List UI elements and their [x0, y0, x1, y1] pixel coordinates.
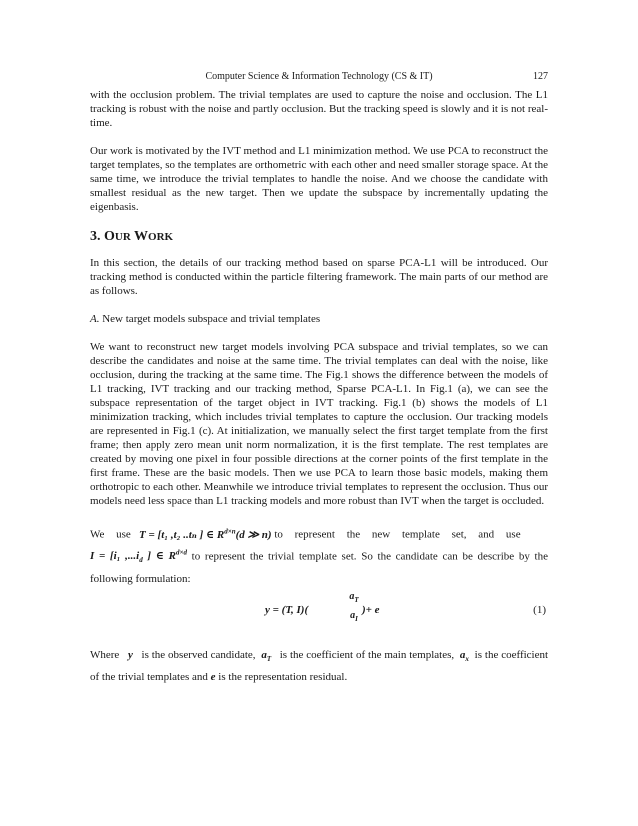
equation-vector: $a_T$ $a_I$ [349, 590, 359, 623]
paragraph-3: In this section, the details of our tracking method based on sparse PCA-L1 will be introduced. Our tracking method is conducted within the particle filtering framework. The main parts of our method are as follows. [90, 257, 548, 297]
paragraph-6: Where y is the observed candidate, $a_T$ is the coefficient of the main templates, $a_x$ is the coefficient of the trivial templates and e is the representation residual. [90, 648, 549, 683]
paragraph-5: We use T = [t₁ ,t₂ ..tₙ ] ∈ $R^{d\times n}(d$ ≫ n) to represent the new template set, and use I = [i₁ $,...i_d$ ] ∈ $R^{d\times d}$ to represent the trivial template set. So the candidate can be describe by the following formulation: [90, 527, 548, 585]
paragraph-4: We want to reconstruct new target models involving PCA subspace and trivial templates, so we can describe the candidates and noise at the same time. The trivial templates can deal with the noise, like occlusion, during the tracking at the same time. The Fig.1 shows the difference between the models of L1 tracking, IVT tracking and our tracking method, Sparse PCA-L1. In Fig.1 (a), we can see the subspace representation of the target object in IVT tracking. Fig.1 (b) shows the models of L1 minimization tracking, which includes trivial templates to capture the occlusion. Our tracking models are represented in Fig.1 (c). At initialization, we manually select the first target template from the first frame; then apply zero mean unit norm normalization, it is the first template. The rest templates are created by moving one pixel in four possible directions at the corner points of the first template in the first frame. These are the basic models. Then we use PCA to learn those basic models, making them orthotropic to each other. Meanwhile we introduce trivial templates to represent the occlusion. Thus our models need less space than L1 tracking models and more robust than IVT when the target is occluded. [90, 341, 548, 507]
page-number: 127 [533, 71, 548, 82]
page-body [90, 88, 548, 686]
equation-number: (1) [533, 603, 546, 616]
journal-title: Computer Science & Information Technology (CS & IT) [205, 71, 433, 82]
paragraph-1: with the occlusion problem. The trivial templates are used to capture the noise and occlusion. The L1 tracking is robust with the noise and partly occlusion. But the tracking speed is slowly and it is not real-time. [90, 89, 548, 129]
equation-1: y = (T, I)( $a_T$ $a_I$ )+ e (1) [90, 590, 548, 636]
page-header [90, 70, 548, 84]
subsection-heading: A. New target models subspace and trivial templates [90, 313, 321, 325]
template-set-formula: T = [t₁ ,t₂ ..tₙ ] ∈ $R^{d\times n}(d$ ≫ n) [139, 527, 272, 541]
paragraph-2: Our work is motivated by the IVT method and L1 minimization method. We use PCA to reconstruct the target templates, so the templates are orthometric with each other and need smaller storage space. At the same time, we introduce the trivial templates to handle the noise. And we choose the candidate with smallest residual as the new target. Then we update the subspace by incrementally updating the eigenbasis. [90, 145, 548, 213]
section-heading: 3. OUR WORK [90, 229, 174, 244]
trivial-set-formula: I = [i₁ $,...i_d$ ] ∈ $R^{d\times d}$ [90, 548, 187, 565]
